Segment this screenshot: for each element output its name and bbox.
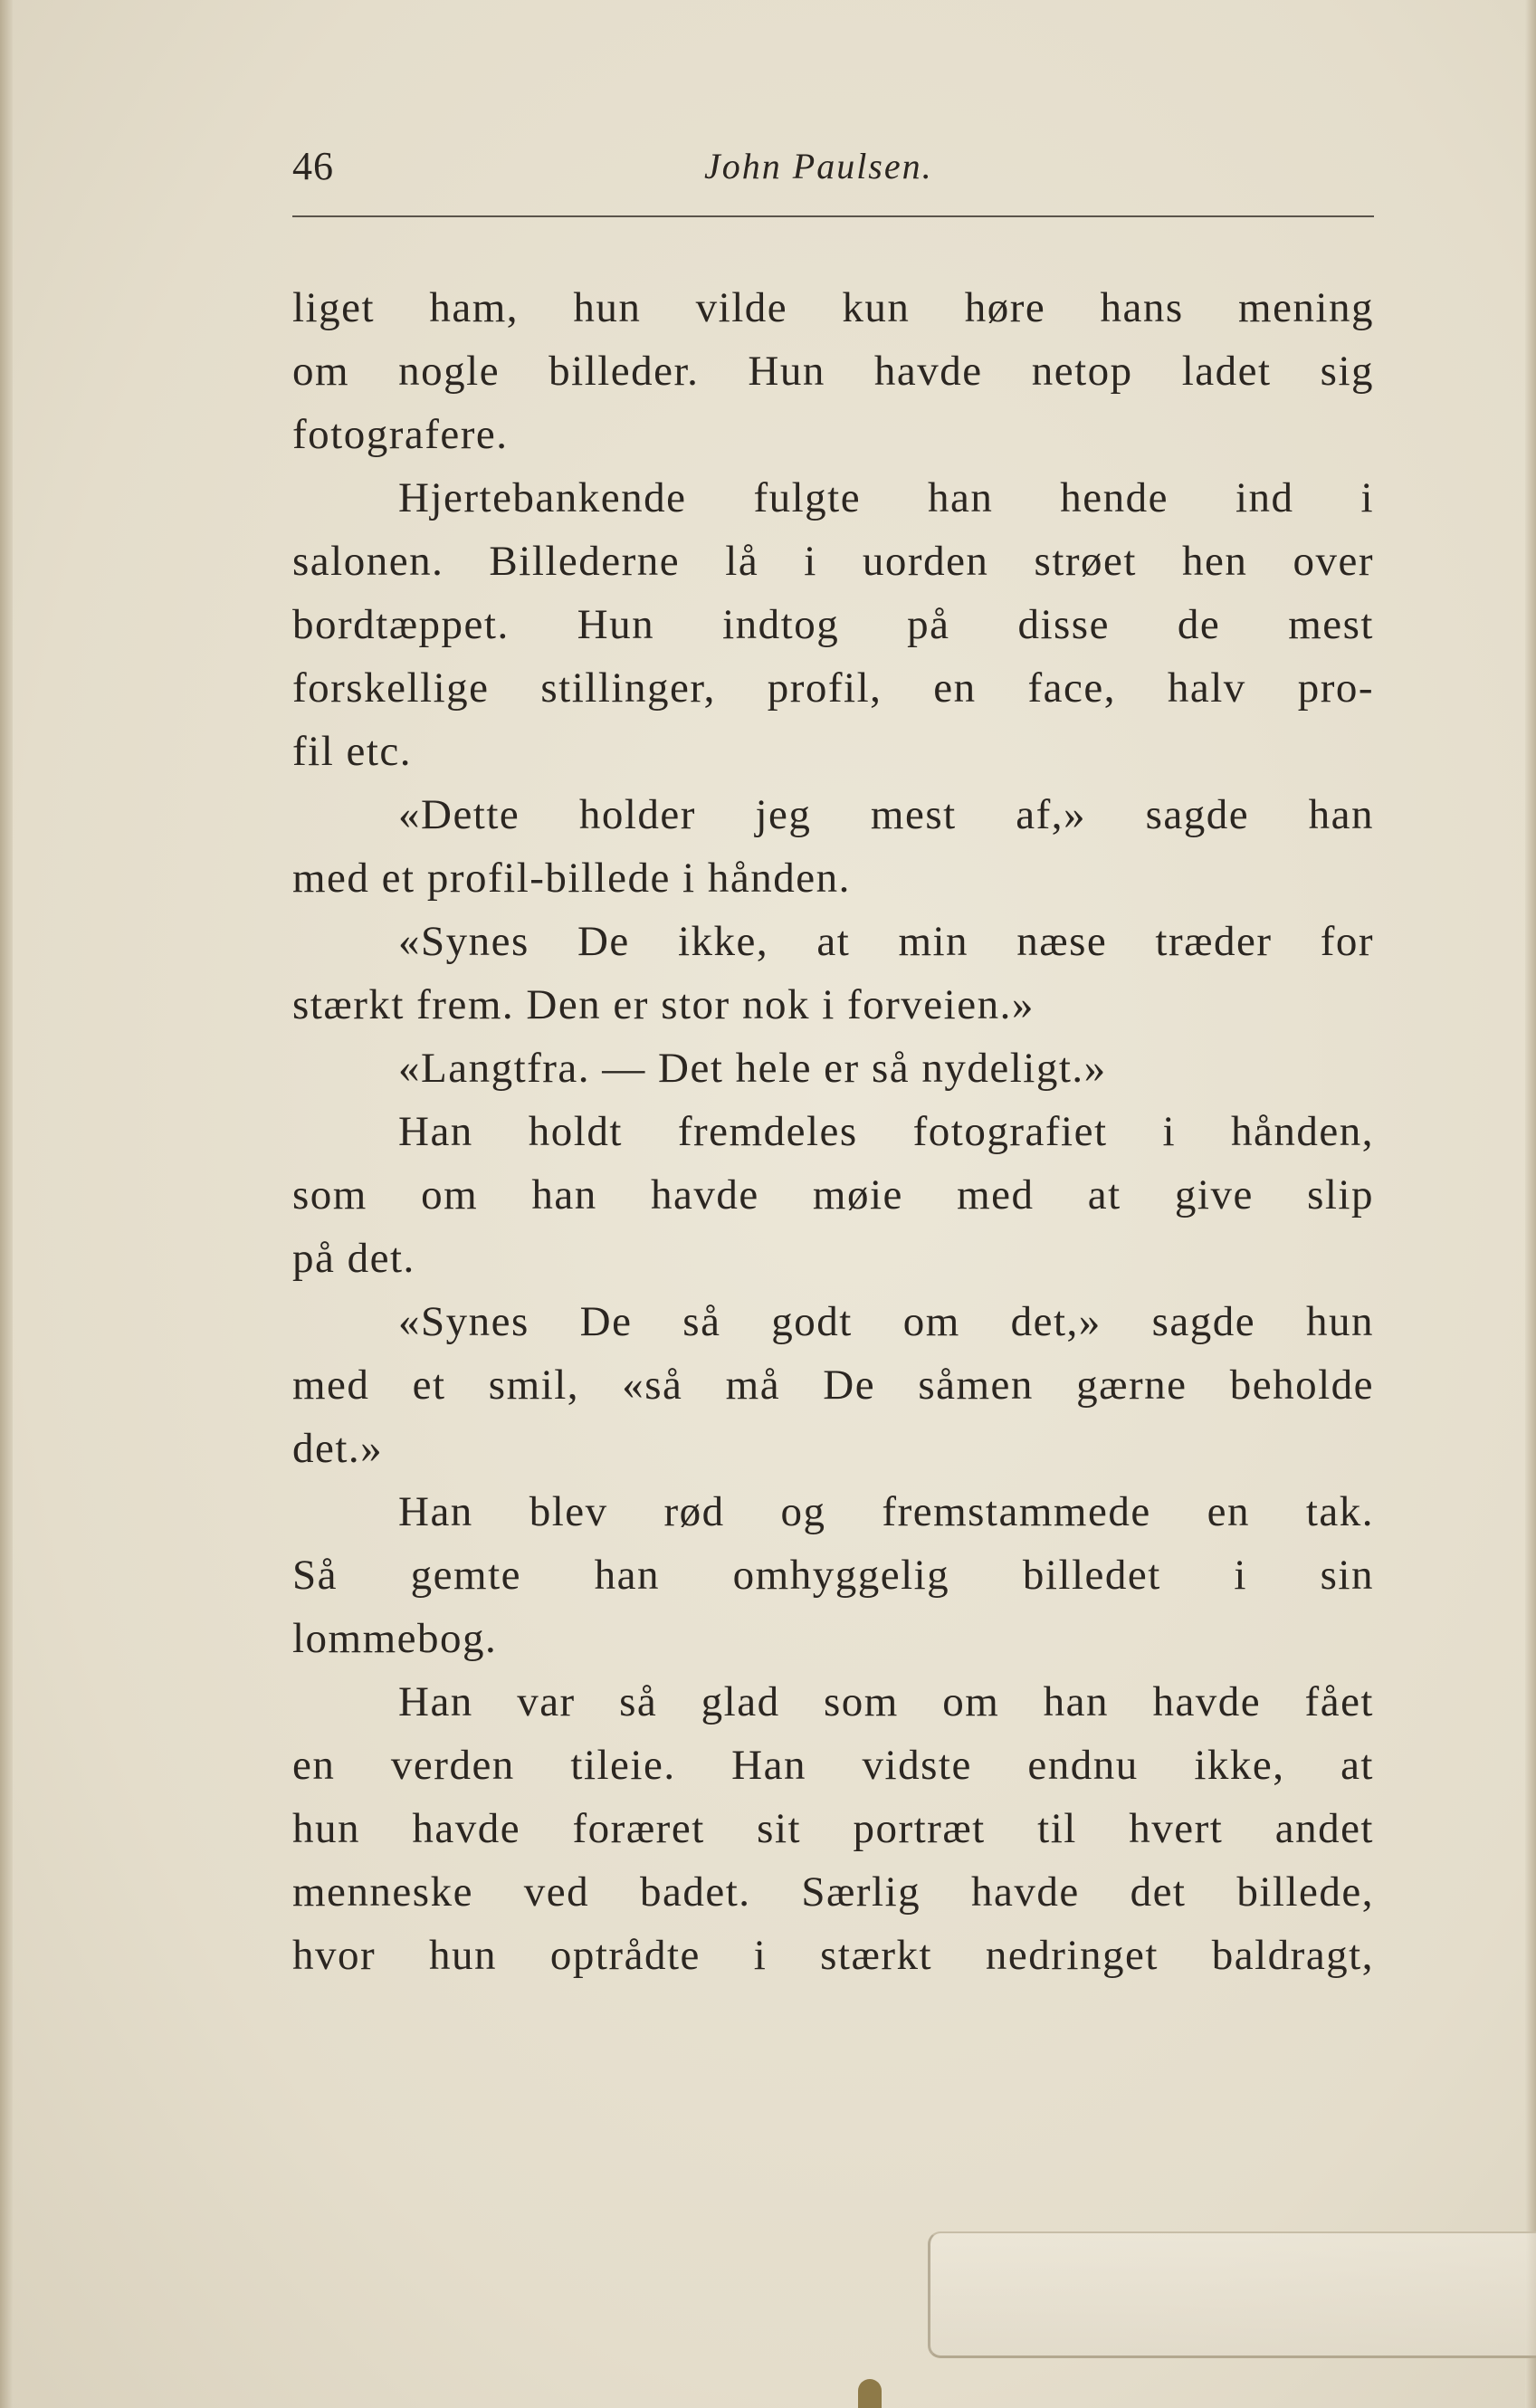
text-line: lommebog. — [292, 1615, 498, 1662]
binding-mark — [858, 2379, 882, 2408]
text-line: en verden tileie. Han vidste endnu ikke, at — [292, 1742, 1374, 1789]
text-line: med et smil, «så må De såmen gærne beholde — [292, 1362, 1374, 1409]
text-line: hvor hun optrådte i stærkt nedringet baldragt, — [292, 1932, 1374, 1979]
page-header — [292, 136, 1374, 190]
body-text — [292, 276, 1374, 1987]
text-line: det.» — [292, 1425, 384, 1472]
text-line: «Synes De ikke, at min næse træder for — [398, 918, 1374, 965]
text-line: forskellige stillinger, profil, en face, halv pro- — [292, 664, 1374, 712]
text-line: «Dette holder jeg mest af,» sagde han — [398, 791, 1374, 838]
text-line: liget ham, hun vilde kun høre hans mening — [292, 284, 1374, 331]
text-line: Han holdt fremdeles fotografiet i hånden, — [398, 1108, 1374, 1155]
text-line: som om han havde møie med at give slip — [292, 1171, 1374, 1218]
text-line: hun havde foræret sit portræt til hvert andet — [292, 1805, 1374, 1852]
text-line: Han blev rød og fremstammede en tak. — [398, 1488, 1374, 1535]
text-line: fil etc. — [292, 728, 413, 775]
text-line: med et profil-billede i hånden. — [292, 855, 851, 902]
text-line: menneske ved badet. Særlig havde det billede, — [292, 1868, 1374, 1916]
text-line: bordtæppet. Hun indtog på disse de mest — [292, 601, 1374, 648]
text-line: «Synes De så godt om det,» sagde hun — [398, 1298, 1374, 1345]
text-line: «Langtfra. — Det hele er så nydeligt.» — [398, 1045, 1107, 1092]
text-line: fotografere. — [292, 411, 509, 458]
header-rule — [292, 215, 1374, 217]
page-left-edge — [0, 0, 13, 2408]
library-label-outline — [928, 2231, 1536, 2358]
text-line: stærkt frem. Den er stor nok i forveien.» — [292, 981, 1035, 1028]
running-head: John Paulsen. — [704, 146, 933, 186]
page-number: 46 — [292, 144, 334, 188]
text-line: om nogle billeder. Hun havde netop ladet sig — [292, 348, 1374, 395]
text-line: Hjertebankende fulgte han hende ind i — [398, 474, 1374, 521]
text-line: salonen. Billederne lå i uorden strøet hen over — [292, 538, 1374, 585]
text-line: på det. — [292, 1235, 415, 1282]
text-line: Så gemte han omhyggelig billedet i sin — [292, 1552, 1374, 1599]
page-right-edge — [1525, 0, 1536, 2408]
text-line: Han var så glad som om han havde fået — [398, 1678, 1374, 1725]
